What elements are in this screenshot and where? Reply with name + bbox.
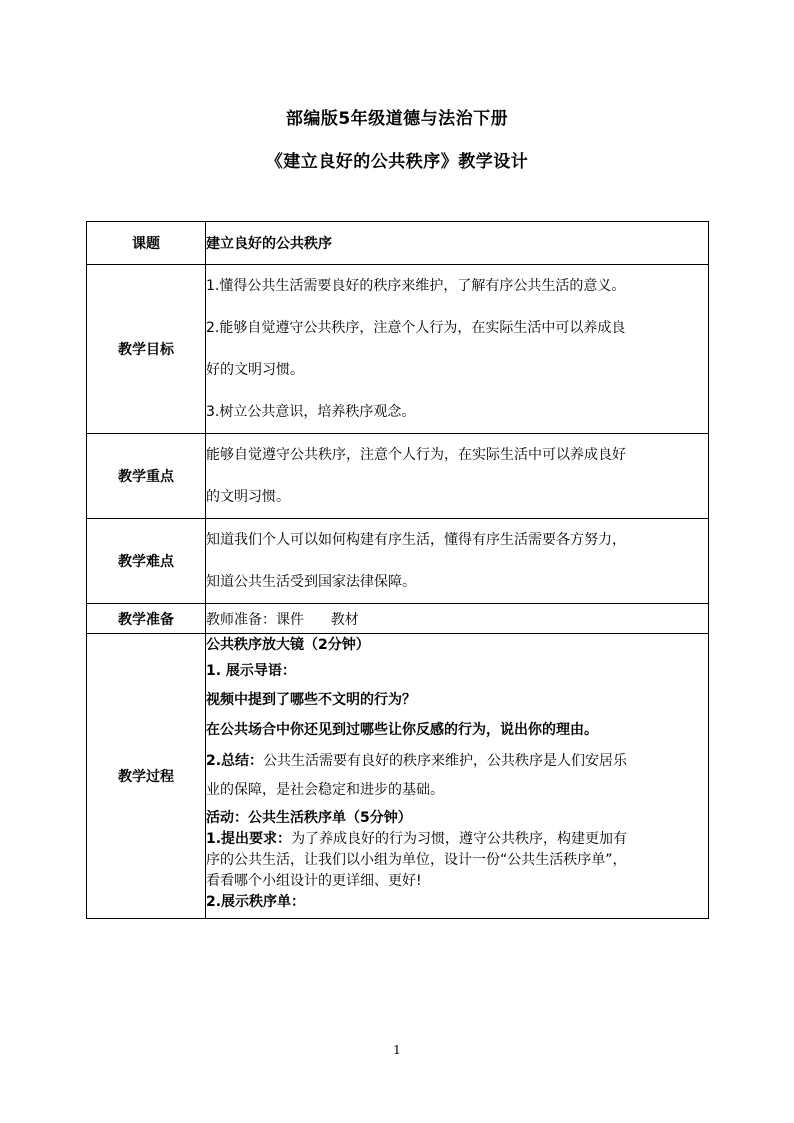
summary-label: 2.总结： <box>206 753 264 769</box>
process-section-title: 公共秩序放大镜（2分钟） <box>206 637 370 653</box>
key-points-label: 教学重点 <box>87 434 206 519</box>
process-question: 视频中提到了哪些不文明的行为？ <box>206 692 416 708</box>
key-point-line: 的文明习惯。 <box>206 489 290 505</box>
summary-text: 业的保障，是社会稳定和进步的基础。 <box>206 782 444 798</box>
topic-label: 课题 <box>87 222 206 265</box>
process-content <box>206 634 709 919</box>
key-points-content <box>206 434 709 519</box>
summary-text: 公共生活需要有良好的秩序来维护，公共秩序是人们安居乐 <box>263 753 628 769</box>
table-row-process <box>87 634 709 919</box>
difficulties-content <box>206 519 709 604</box>
goals-label: 教学目标 <box>87 265 206 434</box>
table-row-goals <box>87 265 709 434</box>
requirement-text: 看看哪个小组设计的更详细、更好! <box>206 873 422 889</box>
difficulties-label: 教学难点 <box>87 519 206 604</box>
difficulty-line: 知道公共生活受到国家法律保障。 <box>206 574 416 590</box>
topic-value: 建立良好的公共秩序 <box>206 222 709 265</box>
goal-line: 2.能够自觉遵守公共秩序，注意个人行为，在实际生活中可以养成良 <box>206 320 626 336</box>
goals-content <box>206 265 709 434</box>
preparation-value: 教师准备：课件 教材 <box>206 604 709 634</box>
show-order-list: 2.展示秩序单： <box>206 894 306 910</box>
document-subtitle: 《建立良好的公共秩序》教学设计 <box>265 152 529 172</box>
process-question: 在公共场合中你还见到过哪些让你反感的行为，说出你的理由。 <box>206 722 598 738</box>
process-summary <box>206 748 708 775</box>
difficulty-line: 知道我们个人可以如何构建有序生活，懂得有序生活需要各方努力， <box>206 532 626 548</box>
preparation-label: 教学准备 <box>87 604 206 634</box>
requirement-line <box>206 829 708 850</box>
goal-line: 好的文明习惯。 <box>206 362 304 378</box>
table-row-topic <box>87 222 709 265</box>
process-step-title: 1. 展示导语： <box>206 663 296 679</box>
activity-title: 活动：公共生活秩序单（5分钟） <box>206 810 412 826</box>
document-title: 部编版5年级道德与法治下册 <box>285 109 509 129</box>
goal-line: 3.树立公共意识，培养秩序观念。 <box>206 404 416 420</box>
lesson-plan-table <box>86 221 709 919</box>
key-point-line: 能够自觉遵守公共秩序，注意个人行为，在实际生活中可以养成良好 <box>206 447 626 463</box>
table-row-key-points <box>87 434 709 519</box>
process-label: 教学过程 <box>87 634 206 919</box>
table-row-difficulties <box>87 519 709 604</box>
requirement-label: 1.提出要求： <box>206 831 292 847</box>
requirement-text: 序的公共生活，让我们以小组为单位，设计一份“公共生活秩序单”， <box>206 852 627 868</box>
requirement-text: 为了养成良好的行为习惯，遵守公共秩序，构建更加有 <box>291 831 628 847</box>
goal-line: 1.懂得公共生活需要良好的秩序来维护，了解有序公共生活的意义。 <box>206 278 626 294</box>
table-row-preparation <box>87 604 709 634</box>
page-number: 1 <box>393 1043 401 1057</box>
